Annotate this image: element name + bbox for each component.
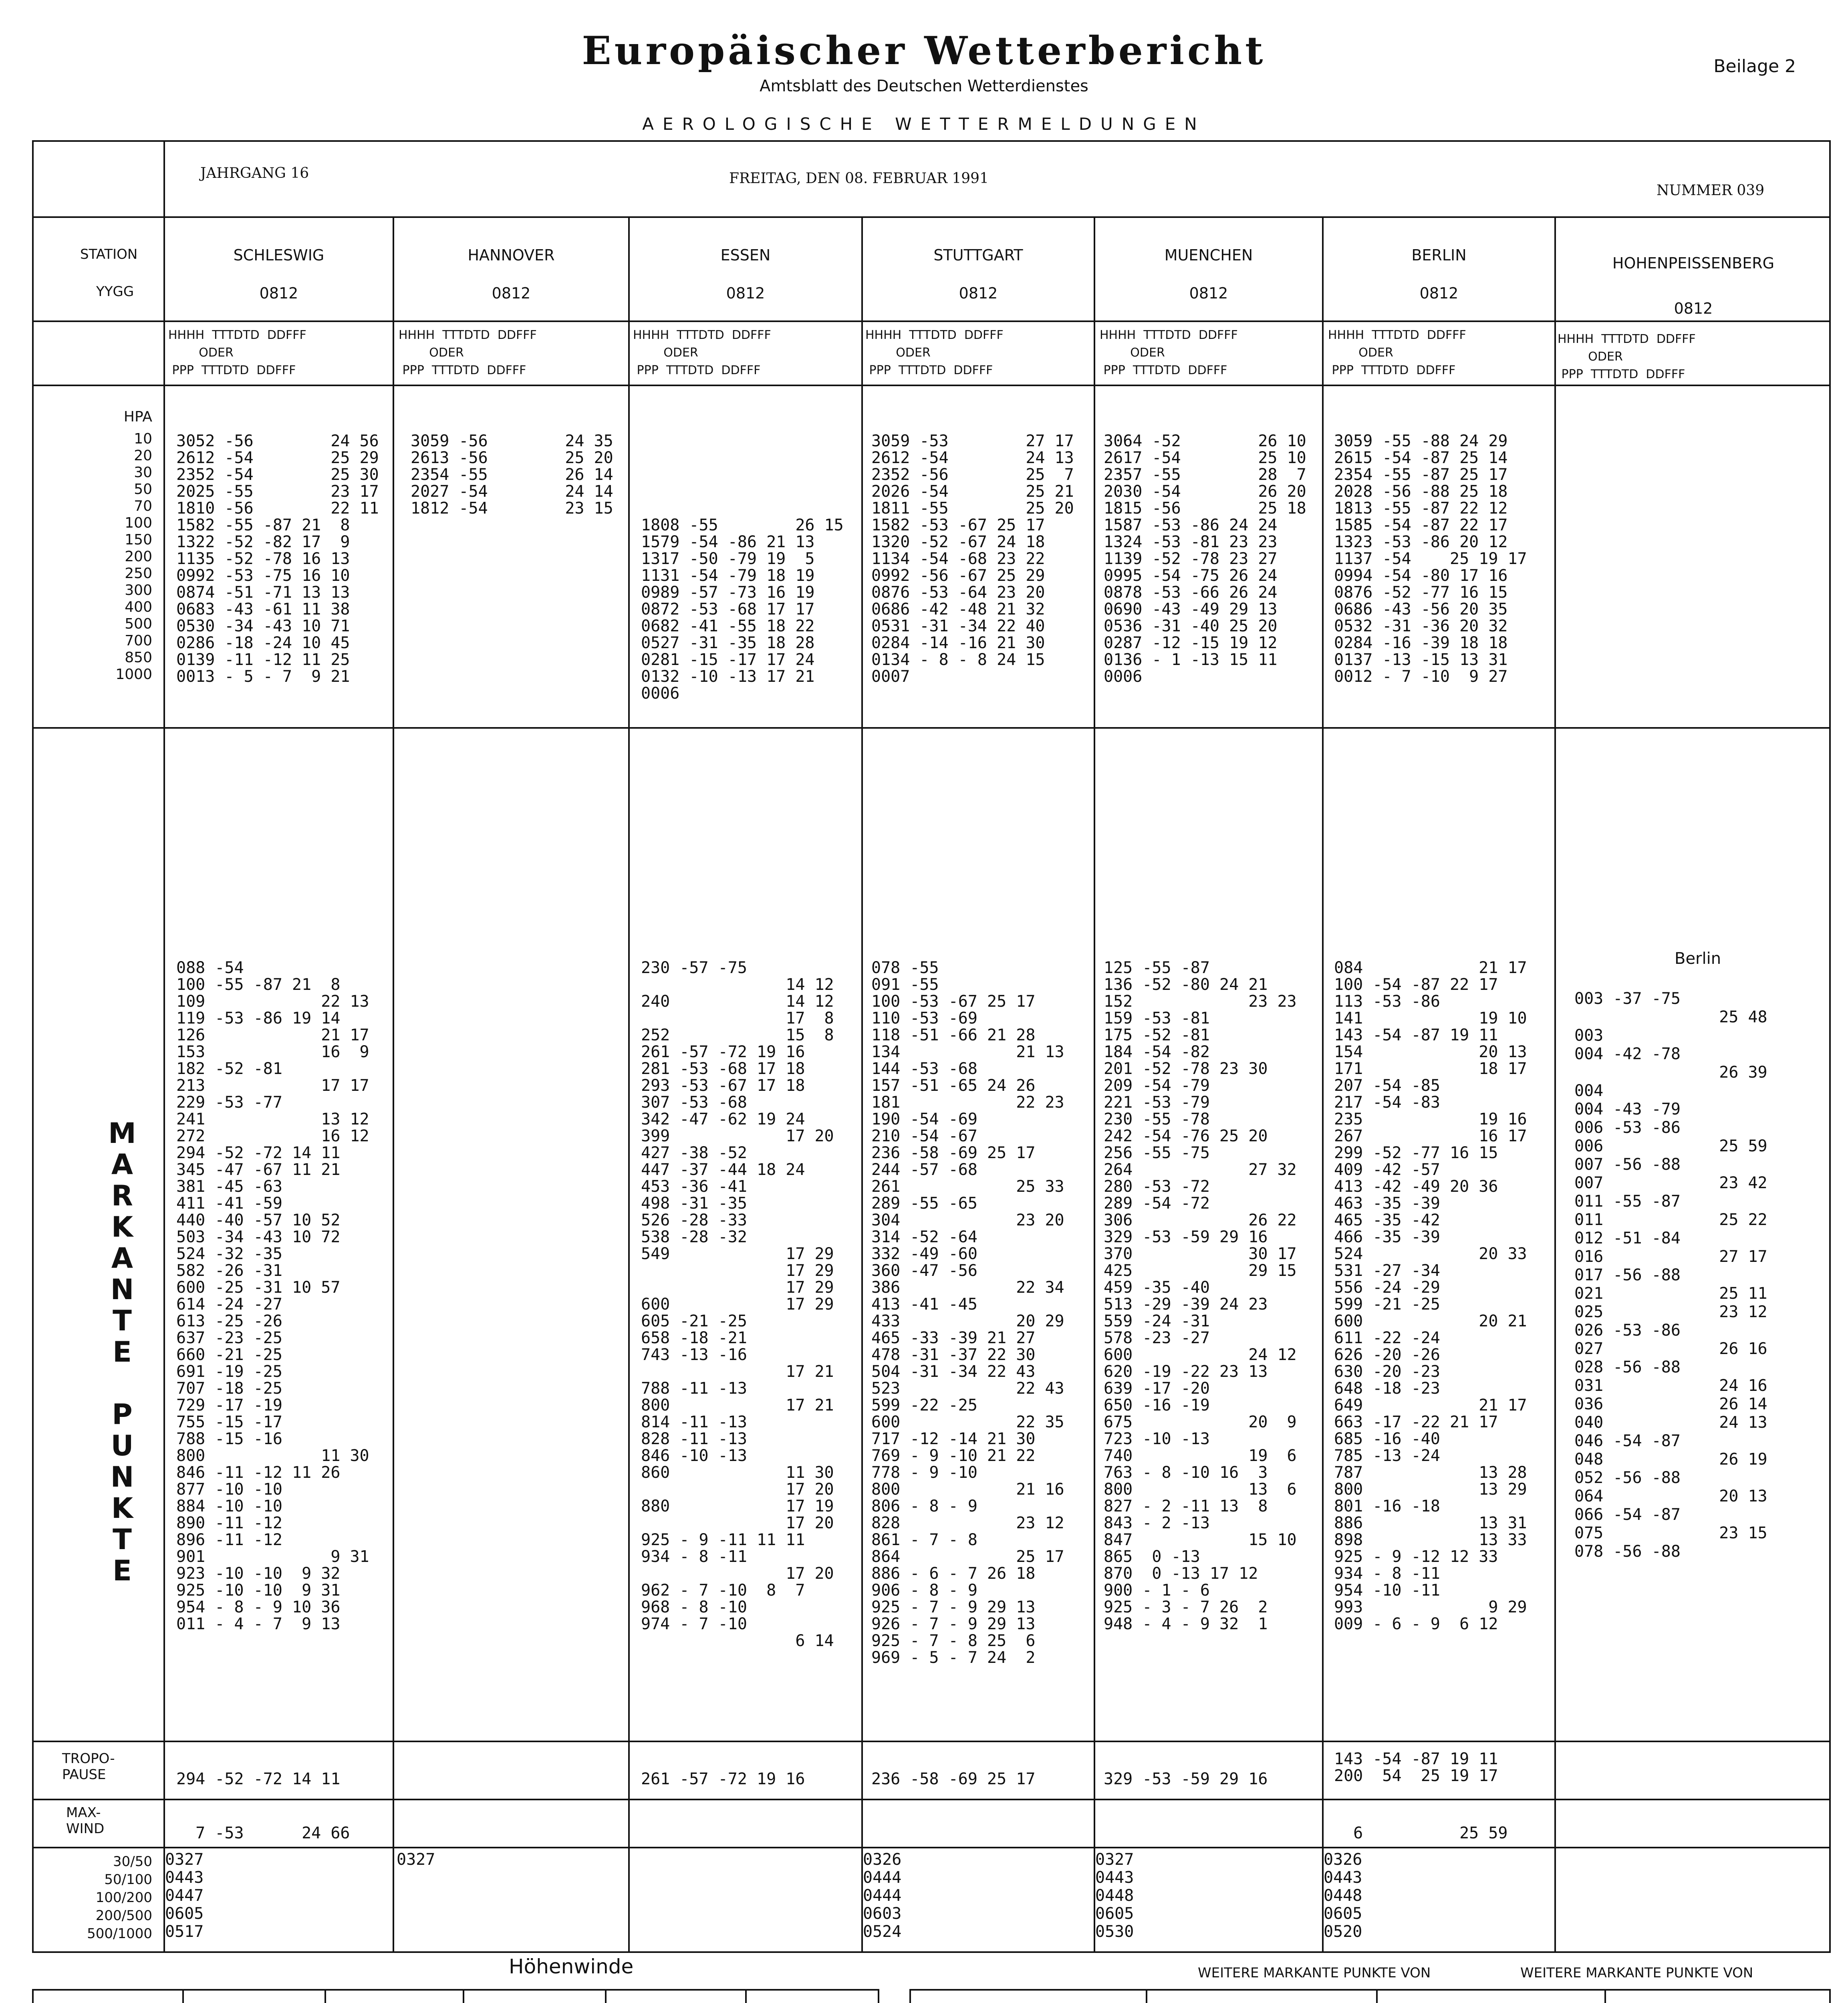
markante-letter: E: [113, 1336, 132, 1368]
station-yygg: 0812: [1419, 284, 1459, 302]
page-subtitle: Amtsblatt des Deutschen Wetterdienstes: [760, 77, 1088, 95]
weitere-title-right: WEITERE MARKANTE PUNKTE VON: [1520, 1965, 1753, 1981]
hpa-label: HPA: [123, 409, 152, 425]
markante-letter: M: [108, 1117, 136, 1150]
significant-points: 230 -57 -75 14 12 240 14 12 17 8 252 15 8 261 -57 -72 19 16 281 -53 -68 17 18 293 -53 -67 17 18 307 -53 -68 342 -47 -62 19 24 399 17 20 427 -38 -52 447 -37 -44 18 24 453 -36 -41 498 -31 -35 526 -28 -33 538 -28 -32 549 17 29 17 29 17 29 600 17 29 605 -21 -25 658 -18 -21 743 -13 -16 17 21 788 -11 -13 800 17 21 814 -11 -13 828 -11 -13 846 -10 -13 860 11 30 17 20 880 17 19 17 20 925 - 9 -11 11 11 934 - 8 -11 17 20 962 - 7 -10 8 7 968 - 8 -10 974 - 7 -10 6 14: [641, 959, 834, 1650]
markante-letter: R: [111, 1179, 133, 1212]
shear-data: 0327 0443 0448 0605 0530: [1095, 1850, 1134, 1941]
tropopause-data: 261 -57 -72 19 16: [641, 1770, 805, 1788]
station-yygg: 0812: [1674, 300, 1713, 317]
markante-letter: E: [113, 1554, 132, 1587]
shear-data: 0326 0443 0448 0605 0520: [1324, 1850, 1362, 1941]
markante-letter: K: [111, 1211, 133, 1243]
station-name: HOHENPEISSENBERG: [1612, 254, 1775, 272]
station-yygg: 0812: [492, 284, 531, 302]
significant-points: 125 -55 -87 136 -52 -80 24 21 152 23 23 159 -53 -81 175 -52 -81 184 -54 -82 201 -52 -78 23 30 209 -54 -79 221 -53 -79 230 -55 -78 242 -54 -76 25 20 256 -55 -75 264 27 32 280 -53 -72 289 -54 -72 306 26 22 329 -53 -59 29 16 370 30 17 425 29 15 459 -35 -40 513 -29 -39 24 23 559 -24 -31 578 -23 -27 600 24 12 620 -19 -22 23 13 639 -17 -20 650 -16 -19 675 20 9 723 -10 -13 740 19 6 763 - 8 -10 16 3 800 13 6 827 - 2 -11 13 8 843 - 2 -13 847 15 10 865 0 -13 870 0 -13 17 12 900 - 1 - 6 925 - 3 - 7 26 2 948 - 4 - 9 32 1: [1104, 959, 1297, 1633]
markante-punkte-label: [106, 1118, 138, 1586]
station-yygg: 0812: [726, 284, 765, 302]
station-label: STATION: [80, 246, 138, 262]
markante-letter: N: [110, 1461, 134, 1493]
berlin-extra-points: 003 -37 -75 25 48 003 004 -42 -78 26 39 004 004 -43 -79 006 -53 -86 006 25 59 007 -56 -88 007 23 42 011 -55 -87 011 25 22 012 -51 -84 016 27 17 017 -56 -88 021 25 11 025 23 12 026 -53 -86 027 26 16 028 -56 -88 031 24 16 036 26 14 040 24 13 046 -54 -87 048 26 19 052 -56 -88 064 20 13 066 -54 -87 075 23 15 078 -56 -88: [1574, 989, 1767, 1561]
column-header: HHHH TTTDTD DDFFF ODER PPP TTTDTD DDFFF: [399, 328, 537, 377]
shear-label: 30/50 50/100 100/200 200/500 500/1000: [87, 1854, 152, 1942]
standard-levels: 3059 -55 -88 24 29 2615 -54 -87 25 14 2354 -55 -87 25 17 2028 -56 -88 25 18 1813 -55 -87 22 12 1585 -54 -87 22 17 1323 -53 -86 20 12 1137 -54 25 19 17 0994 -54 -80 17 16 0876 -52 -77 16 15 0686 -43 -56 20 35 0532 -31 -36 20 32 0284 -16 -39 18 18 0137 -13 -15 13 31 0012 - 7 -10 9 27: [1334, 432, 1527, 686]
shear-data: 0327 0443 0447 0605 0517: [165, 1850, 204, 1941]
issue-number: NUMMER 039: [1657, 182, 1765, 199]
station-yygg: 0812: [1189, 284, 1228, 302]
tropopause-data: 236 -58 -69 25 17: [871, 1770, 1036, 1788]
station-name: HANNOVER: [468, 246, 555, 264]
station-name: BERLIN: [1411, 246, 1467, 264]
markante-letter: P: [112, 1398, 133, 1431]
tropopause-data: 329 -53 -59 29 16: [1104, 1770, 1268, 1788]
station-yygg: 0812: [959, 284, 998, 302]
tropopause-data: 143 -54 -87 19 11 200 54 25 19 17: [1334, 1750, 1498, 1785]
markante-letter: N: [110, 1273, 134, 1306]
column-header: HHHH TTTDTD DDFFF ODER PPP TTTDTD DDFFF: [865, 328, 1004, 377]
standard-levels: 3059 -53 27 17 2612 -54 24 13 2352 -56 25 7 2026 -54 25 21 1811 -55 25 20 1582 -53 -67 25 17 1320 -52 -67 24 18 1134 -54 -68 23 22 0992 -56 -67 25 29 0876 -53 -64 23 20 0686 -42 -48 21 32 0531 -31 -34 22 40 0284 -14 -16 21 30 0134 - 8 - 8 24 15 0007: [871, 432, 1074, 686]
maxwind-label: MAX- WIND: [66, 1805, 105, 1837]
station-name: SCHLESWIG: [233, 246, 324, 264]
significant-points: 084 21 17 100 -54 -87 22 17 113 -53 -86 141 19 10 143 -54 -87 19 11 154 20 13 171 18 17 207 -54 -85 217 -54 -83 235 19 16 267 16 17 299 -52 -77 16 15 409 -42 -57 413 -42 -49 20 36 463 -35 -39 465 -35 -42 466 -35 -39 524 20 33 531 -27 -34 556 -24 -29 599 -21 -25 600 20 21 611 -22 -24 626 -20 -26 630 -20 -23 648 -18 -23 649 21 17 663 -17 -22 21 17 685 -16 -40 785 -13 -24 787 13 28 800 13 29 801 -16 -18 886 13 31 898 13 33 925 - 9 -12 12 33 934 - 8 -11 954 -10 -11 993 9 29 009 - 6 - 9 6 12: [1334, 959, 1527, 1633]
issue-date: FREITAG, DEN 08. FEBRUAR 1991: [729, 170, 989, 187]
column-header: HHHH TTTDTD DDFFF ODER PPP TTTDTD DDFFF: [168, 328, 306, 377]
maxwind-data: 6 25 59: [1334, 1824, 1508, 1842]
column-header: HHHH TTTDTD DDFFF ODER PPP TTTDTD DDFFF: [1558, 332, 1696, 381]
column-header: HHHH TTTDTD DDFFF ODER PPP TTTDTD DDFFF: [1328, 328, 1466, 377]
markante-letter: [106, 1368, 138, 1399]
hoehenwinde-table: [32, 1989, 879, 2003]
station-yygg: 0812: [259, 284, 298, 302]
markante-letter: T: [113, 1523, 132, 1556]
station-name: MUENCHEN: [1164, 246, 1253, 264]
markante-letter: K: [111, 1492, 133, 1525]
station-name: STUTTGART: [933, 246, 1023, 264]
markante-letter: U: [111, 1429, 134, 1462]
markante-letter: T: [113, 1304, 132, 1337]
significant-points: 088 -54 100 -55 -87 21 8 109 22 13 119 -53 -86 19 14 126 21 17 153 16 9 182 -52 -81 213 17 17 229 -53 -77 241 13 12 272 16 12 294 -52 -72 14 11 345 -47 -67 11 21 381 -45 -63 411 -41 -59 440 -40 -57 10 52 503 -34 -43 10 72 524 -32 -35 582 -26 -31 600 -25 -31 10 57 614 -24 -27 613 -25 -26 637 -23 -25 660 -21 -25 691 -19 -25 707 -18 -25 729 -17 -19 755 -15 -17 788 -15 -16 800 11 30 846 -11 -12 11 26 877 -10 -10 884 -10 -10 890 -11 -12 896 -11 -12 901 9 31 923 -10 -10 9 32 925 -10 -10 9 31 954 - 8 - 9 10 36 011 - 4 - 7 9 13: [176, 959, 369, 1633]
hoehenwinde-title: Höhenwinde: [509, 1955, 634, 1978]
section-title: AEROLOGISCHE WETTERMELDUNGEN: [642, 114, 1206, 134]
shear-data: 0326 0444 0444 0603 0524: [863, 1850, 902, 1941]
hpa-levels: 10 20 30 50 70 100 150 200 250 300 400 500 700 850 1000: [115, 431, 152, 683]
tropopause-data: 294 -52 -72 14 11: [176, 1770, 341, 1788]
page-title: Europäischer Wetterbericht: [582, 28, 1266, 73]
standard-levels: 3064 -52 26 10 2617 -54 25 10 2357 -55 28 7 2030 -54 26 20 1815 -56 25 18 1587 -53 -86 24 24 1324 -53 -81 23 23 1139 -52 -78 23 27 0995 -54 -75 26 24 0878 -53 -66 26 24 0690 -43 -49 29 13 0536 -31 -40 25 20 0287 -12 -15 19 12 0136 - 1 -13 15 11 0006: [1104, 432, 1306, 686]
weitere-table: [909, 1989, 1831, 2003]
yygg-label: YYGG: [96, 284, 134, 300]
standard-levels: 3052 -56 24 56 2612 -54 25 29 2352 -54 25 30 2025 -55 23 17 1810 -56 22 11 1582 -55 -87 21 8 1322 -52 -82 17 9 1135 -52 -78 16 13 0992 -53 -75 16 10 0874 -51 -71 13 13 0683 -43 -61 11 38 0530 -34 -43 10 71 0286 -18 -24 10 45 0139 -11 -12 11 25 0013 - 5 - 7 9 21: [176, 432, 379, 686]
markante-letter: A: [111, 1148, 133, 1181]
maxwind-data: 7 -53 24 66: [176, 1824, 350, 1842]
standard-levels: 1808 -55 26 15 1579 -54 -86 21 13 1317 -50 -79 19 5 1131 -54 -79 18 19 0989 -57 -73 16 19 0872 -53 -68 17 17 0682 -41 -55 18 22 0527 -31 -35 18 28 0281 -15 -17 17 24 0132 -10 -13 17 21 0006: [641, 516, 844, 703]
markante-letter: A: [111, 1242, 133, 1275]
standard-levels: 3059 -56 24 35 2613 -56 25 20 2354 -55 26 14 2027 -54 24 14 1812 -54 23 15: [411, 432, 613, 518]
tropopause-label: TROPO- PAUSE: [62, 1751, 115, 1783]
significant-points: 078 -55 091 -55 100 -53 -67 25 17 110 -53 -69 118 -51 -66 21 28 134 21 13 144 -53 -68 157 -51 -65 24 26 181 22 23 190 -54 -69 210 -54 -67 236 -58 -69 25 17 244 -57 -68 261 25 33 289 -55 -65 304 23 20 314 -52 -64 332 -49 -60 360 -47 -56 386 22 34 413 -41 -45 433 20 29 465 -33 -39 21 27 478 -31 -37 22 30 504 -31 -34 22 43 523 22 43 599 -22 -25 600 22 35 717 -12 -14 21 30 769 - 9 -10 21 22 778 - 9 -10 800 21 16 806 - 8 - 9 828 23 12 861 - 7 - 8 864 25 17 886 - 6 - 7 26 18 906 - 8 - 9 925 - 7 - 9 29 13 926 - 7 - 9 29 13 925 - 7 - 8 25 6 969 - 5 - 7 24 2: [871, 959, 1064, 1667]
jahrgang: JAHRGANG 16: [200, 165, 309, 181]
station-name: ESSEN: [720, 246, 771, 264]
shear-data: 0327: [397, 1850, 435, 1869]
column-header: HHHH TTTDTD DDFFF ODER PPP TTTDTD DDFFF: [633, 328, 771, 377]
column-header: HHHH TTTDTD DDFFF ODER PPP TTTDTD DDFFF: [1100, 328, 1238, 377]
berlin-extra-title: Berlin: [1675, 949, 1721, 968]
weitere-title-left: WEITERE MARKANTE PUNKTE VON: [1198, 1965, 1431, 1981]
beilage-label: Beilage 2: [1713, 56, 1796, 77]
